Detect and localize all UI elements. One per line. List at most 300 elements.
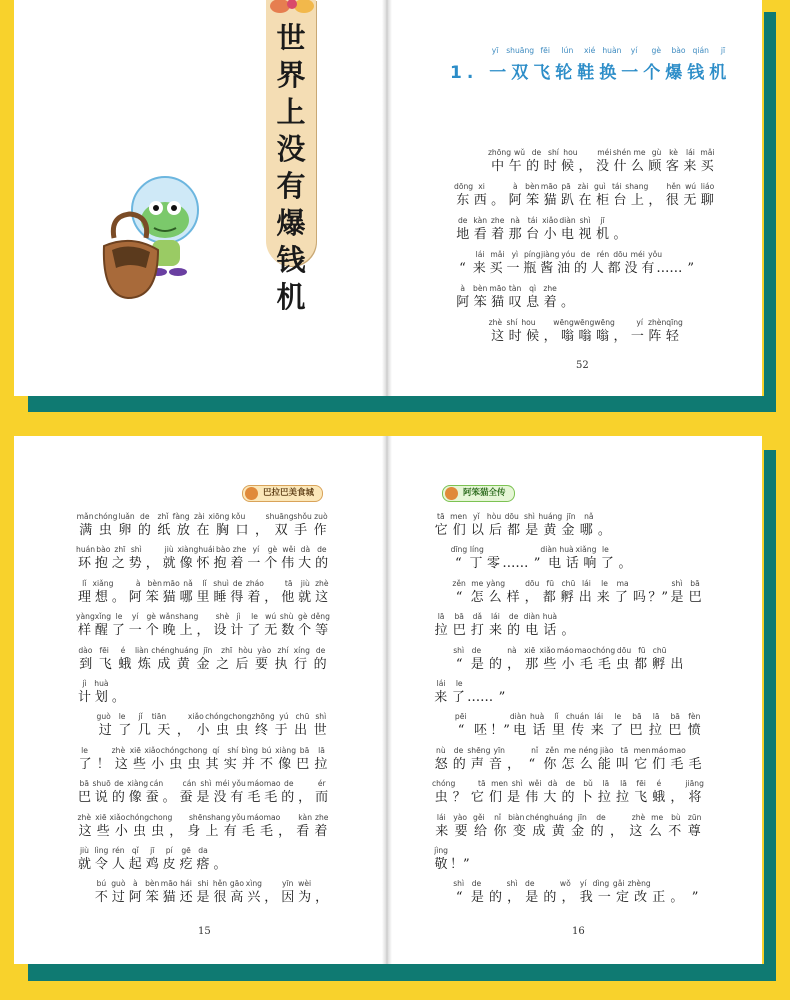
pinyin-syllable: hou <box>521 318 536 327</box>
pinyin-syllable: mǎi <box>490 250 505 259</box>
hanzi-char <box>646 226 663 243</box>
hanzi-char: 油 <box>557 261 571 276</box>
hanzi-char: 要 <box>255 656 269 672</box>
hanzi-char: 划 <box>94 690 108 705</box>
pinyin-row <box>432 712 704 722</box>
hanzi-char: 没 <box>595 159 609 174</box>
hanzi-char: 手 <box>294 523 308 538</box>
hanzi-char: 都 <box>607 261 621 276</box>
hanzi-row <box>454 328 716 345</box>
pinyin-syllable <box>450 846 468 856</box>
hanzi-char: 机 <box>595 227 609 242</box>
pinyin-syllable <box>681 250 698 260</box>
pinyin-syllable <box>595 612 613 622</box>
pinyin-syllable: bìng <box>241 745 258 755</box>
hanzi-char: 一 <box>597 890 611 906</box>
hanzi-char: 到 <box>79 656 93 672</box>
pinyin-syllable: gù <box>651 148 662 157</box>
hanzi-char: 了 <box>451 690 465 705</box>
pinyin-syllable: hòu <box>486 512 502 521</box>
pinyin-syllable <box>595 846 613 856</box>
pinyin-syllable: tā <box>284 578 293 588</box>
hanzi-row <box>432 856 704 873</box>
pinyin-syllable: zuò <box>314 512 328 521</box>
pinyin-syllable: gè <box>267 545 278 555</box>
pinyin-syllable <box>669 512 687 522</box>
text-line <box>76 646 330 673</box>
hanzi-char <box>651 689 669 706</box>
hanzi-char: 阵 <box>648 329 662 344</box>
pinyin-syllable: pí <box>165 846 173 855</box>
hanzi-char: 一 <box>247 556 261 572</box>
pinyin-row <box>432 846 704 856</box>
hanzi-char: 很 <box>213 890 227 906</box>
hanzi-char: 哪 <box>579 523 593 538</box>
pinyin-syllable: fēi <box>636 779 646 789</box>
pinyin-row <box>432 679 704 689</box>
hanzi-row <box>76 722 330 739</box>
hanzi-char <box>668 856 686 873</box>
hanzi-char: 小 <box>151 756 165 772</box>
hanzi-char: 成 <box>532 823 546 839</box>
pinyin-row <box>432 646 704 656</box>
hanzi-char: 小 <box>561 656 575 672</box>
text-line <box>454 216 716 243</box>
hanzi-char: 毛 <box>247 790 261 806</box>
pinyin-syllable <box>650 612 668 622</box>
pinyin-syllable <box>613 846 631 856</box>
hanzi-char: 满 <box>79 523 93 538</box>
pinyin-syllable <box>611 284 628 294</box>
pinyin-syllable: wǔ <box>513 148 526 157</box>
hanzi-char: 阿 <box>128 890 142 906</box>
hanzi-char: …… <box>502 556 529 572</box>
hanzi-char: ， <box>145 556 159 572</box>
pinyin-syllable <box>668 646 686 656</box>
vertical-title-char: 有 <box>276 169 306 203</box>
hanzi-char: 蛾 <box>652 790 666 806</box>
pinyin-syllable <box>110 679 127 689</box>
pinyin-syllable: huà <box>94 679 109 688</box>
pinyin-syllable: tiān <box>151 712 167 722</box>
pinyin-syllable: nǎ <box>584 512 594 521</box>
pinyin-syllable: tái <box>611 182 622 191</box>
hanzi-char: 上 <box>630 193 644 208</box>
hanzi-char: 虫 <box>215 723 229 739</box>
pinyin-syllable: chéng <box>525 812 549 822</box>
pinyin-syllable <box>313 846 330 856</box>
page-bottom-right <box>392 436 762 964</box>
hanzi-char: 些 <box>132 756 146 772</box>
hanzi-char: 拉 <box>648 723 662 739</box>
hanzi-char: 虫 <box>187 756 201 772</box>
hanzi-char <box>650 522 668 539</box>
hanzi-row <box>432 789 704 806</box>
hanzi-char: 卵 <box>118 523 132 538</box>
pinyin-syllable: zhè <box>77 812 92 822</box>
pinyin-syllable: tā <box>478 779 486 789</box>
pinyin-row <box>432 579 704 589</box>
hanzi-char: 在 <box>196 523 210 538</box>
pinyin-syllable <box>279 846 296 856</box>
hanzi-char: 嗡 <box>561 329 575 344</box>
hanzi-char: 台 <box>613 193 627 208</box>
hanzi-char: 来 <box>488 623 502 639</box>
text-line <box>76 779 330 806</box>
hanzi-row <box>454 260 716 277</box>
hanzi-char <box>563 689 581 706</box>
hanzi-char <box>546 689 564 706</box>
hanzi-char: 它 <box>634 756 648 772</box>
pinyin-syllable <box>262 846 279 856</box>
hanzi-char: 人 <box>111 857 125 872</box>
pinyin-syllable: chong <box>184 745 208 755</box>
pinyin-syllable: yào <box>453 812 467 822</box>
pinyin-syllable: shì <box>130 545 142 555</box>
pinyin-syllable: māo <box>160 879 178 889</box>
pinyin-syllable: xiōng <box>208 512 230 521</box>
hanzi-char <box>245 689 262 706</box>
pinyin-syllable <box>615 512 633 522</box>
pinyin-syllable: zháo <box>245 578 264 588</box>
pinyin-syllable: qí <box>212 745 220 755</box>
text-line <box>454 148 716 175</box>
pinyin-syllable: dōu <box>613 250 628 259</box>
pinyin-syllable: mǎi <box>700 148 715 157</box>
hanzi-char: 这 <box>629 823 643 839</box>
hanzi-char <box>262 856 279 873</box>
hanzi-char: 能 <box>597 756 611 772</box>
chapter-pinyin-syllable: gè <box>651 46 662 55</box>
pinyin-syllable <box>610 813 629 823</box>
pinyin-syllable <box>486 679 504 689</box>
pinyin-syllable: nà <box>510 216 520 225</box>
pinyin-syllable <box>686 612 704 622</box>
pinyin-syllable: dà <box>300 545 311 555</box>
pinyin-syllable: lā <box>652 712 660 722</box>
hanzi-char <box>212 689 229 706</box>
hanzi-char <box>614 856 632 873</box>
pinyin-syllable: máo <box>651 745 669 755</box>
pinyin-syllable: biàn <box>508 812 525 822</box>
hanzi-char: 毛 <box>670 756 684 772</box>
text-line <box>432 512 704 539</box>
vertical-title-char: 钱 <box>276 243 306 277</box>
hanzi-char: 台 <box>526 227 540 242</box>
hanzi-char: ！ <box>96 756 110 772</box>
hanzi-char: ” <box>687 261 695 276</box>
text-line <box>76 579 330 606</box>
chapter-pinyin-syllable: lún <box>561 46 574 55</box>
hanzi-char: 而 <box>315 790 329 806</box>
hanzi-char <box>668 522 686 539</box>
pinyin-syllable: de <box>508 612 519 622</box>
hanzi-char: 了 <box>78 756 92 772</box>
pinyin-syllable: xíng <box>293 645 310 655</box>
pinyin-syllable <box>161 679 178 689</box>
hanzi-char: 定 <box>615 890 629 906</box>
pinyin-syllable <box>454 318 471 328</box>
pinyin-row <box>454 250 716 260</box>
pinyin-syllable: nù <box>436 745 446 755</box>
pinyin-syllable: le <box>455 679 463 688</box>
pinyin-syllable: lái <box>686 148 695 157</box>
pinyin-syllable: xiǎo <box>187 712 204 722</box>
hanzi-char: 蚕 <box>179 790 193 806</box>
pinyin-syllable <box>632 612 650 622</box>
hanzi-char: 息 <box>526 295 540 310</box>
hanzi-char <box>616 689 634 706</box>
pinyin-syllable: bèn <box>473 284 488 293</box>
hanzi-char: 零 <box>487 556 501 572</box>
hanzi-char <box>681 294 698 311</box>
hanzi-char: 么 <box>488 589 502 605</box>
pinyin-syllable: jiàng <box>540 250 560 259</box>
pinyin-syllable: shì <box>511 779 523 789</box>
hanzi-char <box>664 294 681 311</box>
pinyin-syllable: fèn <box>688 712 701 722</box>
hanzi-char: 看 <box>296 823 310 839</box>
chapter-pinyin-syllable: qián <box>692 46 709 55</box>
hanzi-char: 像 <box>128 790 142 806</box>
pinyin-syllable: shì <box>524 512 535 521</box>
hanzi-char: “ <box>455 556 462 572</box>
hanzi-char: 金 <box>561 523 575 538</box>
pinyin-syllable: dōu <box>525 578 540 588</box>
pinyin-syllable: shí <box>547 148 559 157</box>
vertical-title-char: 爆 <box>276 206 306 240</box>
pinyin-syllable: shēn <box>188 812 208 822</box>
hanzi-char <box>668 622 686 639</box>
hanzi-char: 来 <box>434 690 448 705</box>
hanzi-char: 后 <box>235 656 249 672</box>
hanzi-char: 上 <box>179 623 193 639</box>
pinyin-syllable <box>264 579 281 589</box>
pinyin-syllable <box>262 679 279 689</box>
pinyin-syllable: yí <box>131 612 139 622</box>
text-line <box>432 746 704 773</box>
pinyin-syllable: wēng <box>553 318 574 327</box>
pinyin-syllable: hái <box>180 879 192 889</box>
hanzi-char: 皮 <box>162 857 176 872</box>
hanzi-char <box>681 226 698 243</box>
hanzi-char <box>699 226 716 243</box>
hanzi-char: ， <box>507 890 521 906</box>
pinyin-syllable: jǐ <box>138 712 143 722</box>
pinyin-syllable: yàng <box>486 578 506 588</box>
pinyin-syllable: gǎi <box>612 879 625 889</box>
pinyin-syllable <box>681 216 698 226</box>
hanzi-char <box>528 689 546 706</box>
pinyin-syllable <box>646 284 663 294</box>
text-line <box>432 646 704 673</box>
hanzi-char: 客 <box>665 159 679 174</box>
pinyin-syllable: de <box>114 779 124 789</box>
pinyin-syllable: cán <box>149 779 164 789</box>
pinyin-syllable: jiù <box>164 545 174 555</box>
pinyin-syllable <box>468 679 486 689</box>
chapter-pinyin <box>484 46 734 55</box>
hanzi-char: 还 <box>179 890 193 906</box>
pinyin-syllable <box>577 679 595 689</box>
hanzi-char: 是 <box>470 656 484 672</box>
hanzi-char: 样 <box>506 589 520 605</box>
teal-shadow-right-2 <box>764 450 776 981</box>
hanzi-char: 笨 <box>145 589 159 605</box>
text-line <box>432 779 704 806</box>
pinyin-syllable <box>432 712 451 722</box>
pinyin-syllable <box>178 679 195 689</box>
hanzi-char <box>578 856 596 873</box>
pinyin-syllable <box>664 250 681 260</box>
pinyin-syllable: fū <box>638 645 646 655</box>
hanzi-char: 虫 <box>98 523 112 538</box>
hanzi-char: 变 <box>512 823 526 839</box>
pinyin-syllable: lái <box>582 578 591 588</box>
hanzi-char: 我 <box>579 890 593 906</box>
title-band-decoration <box>264 0 320 18</box>
pinyin-syllable: shè <box>215 612 230 622</box>
pinyin-syllable <box>686 646 704 656</box>
hanzi-char <box>542 856 560 873</box>
pinyin-syllable: bèn <box>145 879 160 889</box>
pinyin-syllable: lā <box>437 612 445 622</box>
pinyin-syllable <box>127 679 144 689</box>
hanzi-char: 抱 <box>94 556 108 572</box>
pinyin-syllable: à <box>132 879 138 889</box>
hanzi-char: 毛 <box>264 790 278 806</box>
hanzi-char: 小 <box>114 823 128 839</box>
hanzi-char: 毛 <box>241 823 255 839</box>
hanzi-char: 来 <box>683 159 697 174</box>
hanzi-char: 话 <box>532 723 546 739</box>
pinyin-syllable: bào <box>96 545 111 555</box>
hanzi-char: 黄 <box>543 523 557 538</box>
pinyin-syllable: bèn <box>147 578 162 588</box>
pinyin-syllable: xiǎo <box>539 645 556 655</box>
hanzi-char: 过 <box>98 723 112 739</box>
hanzi-char: 么 <box>579 756 593 772</box>
hanzi-char: 晚 <box>162 623 176 639</box>
pinyin-syllable: huáng <box>174 645 199 655</box>
hanzi-char <box>228 856 245 873</box>
pinyin-row <box>432 612 704 622</box>
pinyin-syllable: de <box>457 216 468 225</box>
hanzi-char: 说 <box>94 790 108 806</box>
hanzi-row <box>76 589 330 606</box>
pinyin-syllable <box>650 846 668 856</box>
pinyin-syllable: de <box>531 148 542 157</box>
pinyin-syllable <box>598 512 616 522</box>
hanzi-char: 样 <box>77 623 91 639</box>
pinyin-syllable: lái <box>436 812 446 822</box>
pinyin-syllable <box>212 846 229 856</box>
hanzi-char: 了 <box>111 623 125 639</box>
hanzi-char: 飞 <box>634 790 648 806</box>
pinyin-syllable: yàng <box>76 612 95 622</box>
vertical-title <box>266 20 316 316</box>
pinyin-row <box>454 182 716 192</box>
hanzi-char <box>699 294 716 311</box>
pinyin-syllable: chong <box>149 812 173 822</box>
pinyin-syllable: le <box>115 612 123 622</box>
hanzi-char: 黄 <box>176 656 190 672</box>
hanzi-char: 没 <box>624 261 638 276</box>
pinyin-syllable: bā <box>690 578 700 588</box>
hanzi-char <box>651 555 669 572</box>
hanzi-char: 蚕 <box>145 790 159 806</box>
chapter-pinyin-syllable: huàn <box>602 46 622 55</box>
pinyin-syllable: zhè <box>488 318 503 327</box>
pinyin-syllable <box>454 148 471 158</box>
pinyin-syllable: wěi <box>282 545 296 555</box>
chapter-pinyin-syllable: yī <box>491 46 499 55</box>
hanzi-char: 个 <box>264 556 278 572</box>
hanzi-char: ， <box>315 890 329 906</box>
pinyin-syllable: jì <box>236 612 241 622</box>
hanzi-char: 想 <box>94 589 108 605</box>
pinyin-syllable: shuì <box>213 578 229 588</box>
hanzi-row <box>432 522 704 539</box>
hanzi-char: 等 <box>315 623 329 639</box>
hanzi-char: 飞 <box>98 656 112 672</box>
hanzi-char <box>681 328 698 345</box>
hanzi-char <box>432 889 450 906</box>
hanzi-char: 电 <box>561 227 575 242</box>
hanzi-char: 卜 <box>579 790 593 806</box>
hanzi-char: 电 <box>548 556 562 572</box>
pinyin-syllable: diàn <box>559 216 576 225</box>
hanzi-char: 阿 <box>508 193 522 208</box>
pinyin-syllable <box>296 846 313 856</box>
pinyin-syllable: zhè <box>631 812 646 822</box>
pinyin-syllable: lǐ <box>554 712 559 722</box>
pinyin-syllable <box>664 284 681 294</box>
hanzi-char: 环 <box>77 556 91 572</box>
pinyin-syllable: yīn <box>493 745 505 755</box>
hanzi-char: 的 <box>507 623 521 639</box>
hanzi-char: 就 <box>162 556 176 572</box>
hanzi-char: 巴 <box>688 589 702 605</box>
hanzi-char: “ <box>455 656 463 672</box>
pinyin-syllable: gè <box>146 612 156 622</box>
hanzi-row <box>454 294 716 311</box>
teal-shadow-bottom-2 <box>28 964 776 981</box>
pinyin-syllable <box>699 318 716 328</box>
hanzi-char: “ <box>457 723 465 739</box>
pinyin-syllable <box>613 679 631 689</box>
pinyin-syllable: jīn <box>566 512 576 521</box>
pinyin-syllable <box>505 579 523 589</box>
pinyin-syllable: líng <box>469 545 484 555</box>
vertical-title-char: 世 <box>276 21 306 55</box>
pinyin-syllable <box>559 612 577 622</box>
pinyin-syllable: huái <box>198 545 215 555</box>
hanzi-char: 声 <box>470 756 484 772</box>
hanzi-char: 候 <box>526 329 540 344</box>
pinyin-row <box>76 846 330 856</box>
hanzi-char: 着 <box>491 227 505 242</box>
pinyin-syllable <box>559 284 576 294</box>
pinyin-syllable: zài <box>577 182 589 191</box>
pinyin-syllable: máo <box>247 779 264 789</box>
pinyin-syllable <box>247 512 265 522</box>
hanzi-char: ， <box>176 723 190 739</box>
vertical-title-char: 上 <box>276 95 306 129</box>
pinyin-syllable <box>454 250 471 260</box>
hanzi-char: ， <box>613 329 627 344</box>
hanzi-row <box>76 823 330 840</box>
